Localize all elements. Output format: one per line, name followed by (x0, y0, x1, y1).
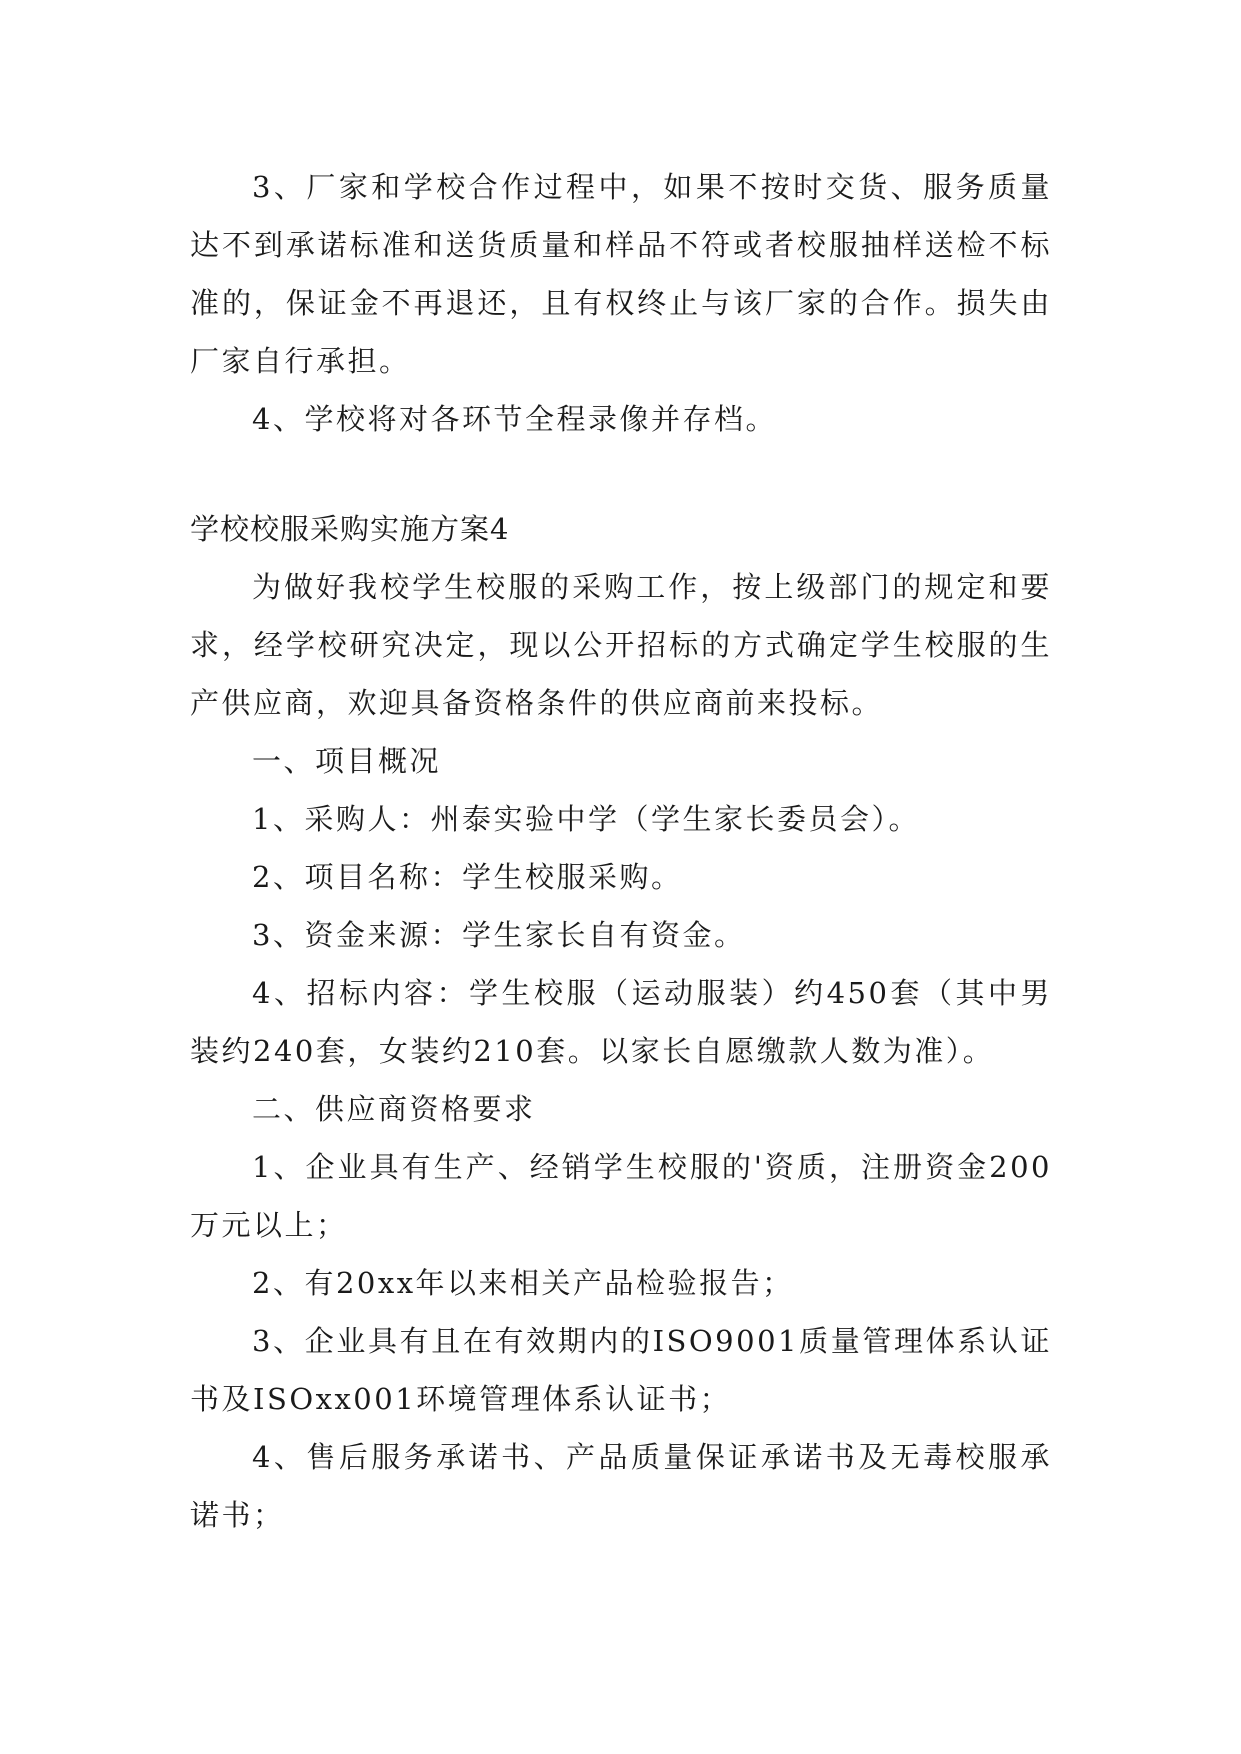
heading-supplier-requirements: 二、供应商资格要求 (252, 1092, 536, 1126)
section-title: 学校校服采购实施方案4 (190, 512, 510, 546)
document-body (190, 158, 1052, 1544)
paragraph-requirement-qualification: 1、企业具有生产、经销学生校服的'资质，注册资金200万元以上； (190, 1150, 1052, 1242)
paragraph-purchaser: 1、采购人：州泰实验中学（学生家长委员会）。 (252, 802, 920, 836)
heading-project-overview: 一、项目概况 (252, 744, 442, 778)
paragraph-requirement-commitments: 4、售后服务承诺书、产品质量保证承诺书及无毒校服承诺书； (190, 1440, 1052, 1532)
paragraph-project-name: 2、项目名称：学生校服采购。 (252, 860, 683, 894)
paragraph-recording: 4、学校将对各环节全程录像并存档。 (252, 402, 777, 436)
paragraph-intro: 为做好我校学生校服的采购工作，按上级部门的规定和要求，经学校研究决定，现以公开招标的方式确定学生校服的生产供应商，欢迎具备资格条件的供应商前来投标。 (190, 570, 1052, 720)
paragraph-delivery-penalty: 3、厂家和学校合作过程中，如果不按时交货、服务质量达不到承诺标准和送货质量和样品不符或者校服抽样送检不标准的，保证金不再退还，且有权终止与该厂家的合作。损失由厂家自行承担。 (190, 170, 1052, 378)
paragraph-funding-source: 3、资金来源：学生家长自有资金。 (252, 918, 746, 952)
paragraph-requirement-inspection: 2、有20xx年以来相关产品检验报告； (252, 1266, 794, 1300)
paragraph-tender-content: 4、招标内容：学生校服（运动服装）约450套（其中男装约240套，女装约210套。以家长自愿缴款人数为准）。 (190, 976, 1052, 1068)
paragraph-requirement-iso: 3、企业具有且在有效期内的ISO9001质量管理体系认证书及ISOxx001环境管理体系认证书； (190, 1324, 1052, 1416)
